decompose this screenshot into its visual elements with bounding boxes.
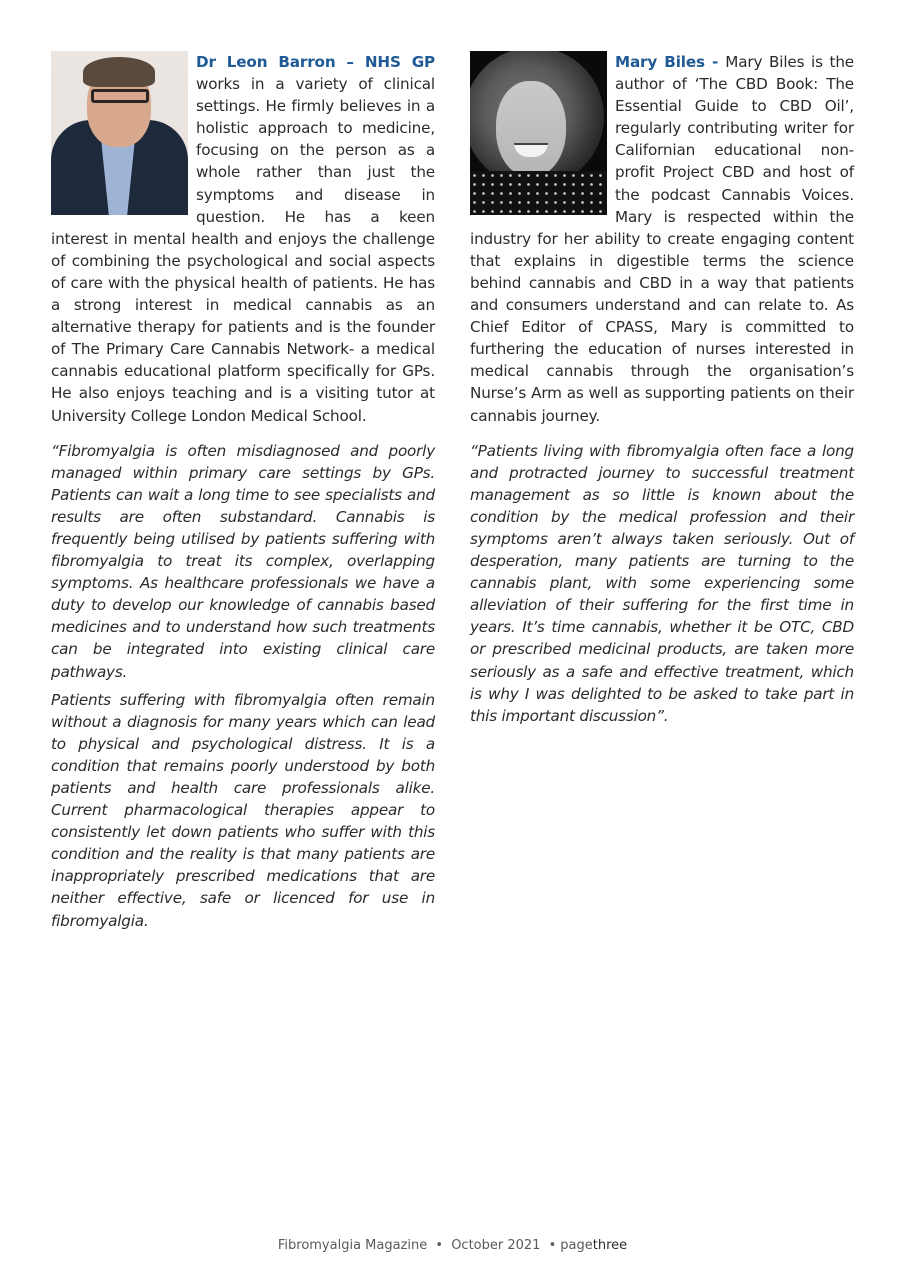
name-separator: - (704, 53, 726, 71)
bio-text-mary-biles: Mary Biles is the author of ‘The CBD Book: The Essential Guide to CBD Oil’, regularly contributing writer for Californian educational non-profit Project CBD and host of the podcast Cannabis Voices. Mary is respected within the industry for her ability to create engaging content that explains in digestible terms the science behind cannabis and CBD in a way that patients and consumers understand and can relate to. As Chief Editor of CPASS, Mary is committed to furthering the education of nurses interested in medical cannabis through the organisation’s Nurse’s Arm as well as supporting patients on their cannabis journey. (470, 53, 854, 425)
bio-text-leon-barron: works in a variety of clinical settings. He firmly believes in a holistic approach to medicine, focusing on the person as a whole rather than just the symptoms and disease in question. He has a keen interest in mental health and enjoys the challenge of combining the psychological and social aspects of care with the physical health of patients. He has a strong interest in medical cannabis as an alternative therapy for patients and is the founder of The Primary Care Cannabis Network- a medical cannabis educational platform specifically for GPs. He also enjoys teaching and is a visiting tutor at University College London Medical School. (51, 75, 435, 425)
quote-mary-biles: “Patients living with fibromyalgia often face a long and protracted journey to successful treatment management as so little is known about the condition by the medical profession and their symptoms aren’t always taken seriously. Out of desperation, many patients are turning to the cannabis plant, with some experiencing some alleviation of their suffering for the first time in years. It’s time cannabis, whether it be OTC, CBD or prescribed medicinal products, are taken more seriously as a safe and effective treatment, which is why I was delighted to be asked to take part in this important discussion”. (470, 441, 854, 725)
footer-issue-date: October 2021 (451, 1238, 541, 1253)
author-name-leon-barron: Dr Leon Barron – NHS GP (196, 53, 435, 71)
photo-dress (470, 171, 607, 215)
bio-paragraph-mary-biles (470, 51, 854, 427)
right-column (470, 51, 854, 727)
photo-glasses (91, 89, 149, 103)
quote-leon-barron-1: “Fibromyalgia is often misdiagnosed and poorly managed within primary care settings by GPs. Patients can wait a long time to see specialists and results are often substandard. Cannabis is frequently being utilised by patients suffering with fibromyalgia to treat its complex, overlapping symptoms. As healthcare professionals we have a duty to develop our knowledge of cannabis based medicines and to understand how such treatments can be integrated into existing clinical care pathways. (51, 441, 435, 681)
footer-page-prefix: page (560, 1238, 593, 1253)
page-footer (0, 1238, 905, 1253)
footer-bullet: • (548, 1238, 557, 1253)
photo-mary-biles (470, 51, 607, 215)
photo-hair (83, 57, 155, 87)
author-name-mary-biles: Mary Biles (615, 53, 705, 71)
photo-leon-barron (51, 51, 188, 215)
footer-page-number: three (592, 1238, 628, 1253)
quote-leon-barron-2: Patients suffering with fibromyalgia often remain without a diagnosis for many years which can lead to physical and psychological distress. It is a condition that remains poorly understood by both patients and health care professionals alike. Current pharmacological therapies appear to consistently let down patients who suffer with this condition and the reality is that many patients are inappropriately prescribed medications that are neither effective, safe or licenced for use in fibromyalgia. (51, 690, 435, 930)
photo-face (496, 81, 566, 177)
footer-publication: Fibromyalgia Magazine (277, 1238, 428, 1253)
left-column (51, 51, 435, 932)
bio-paragraph-leon-barron (51, 51, 435, 427)
footer-bullet: • (435, 1238, 444, 1253)
